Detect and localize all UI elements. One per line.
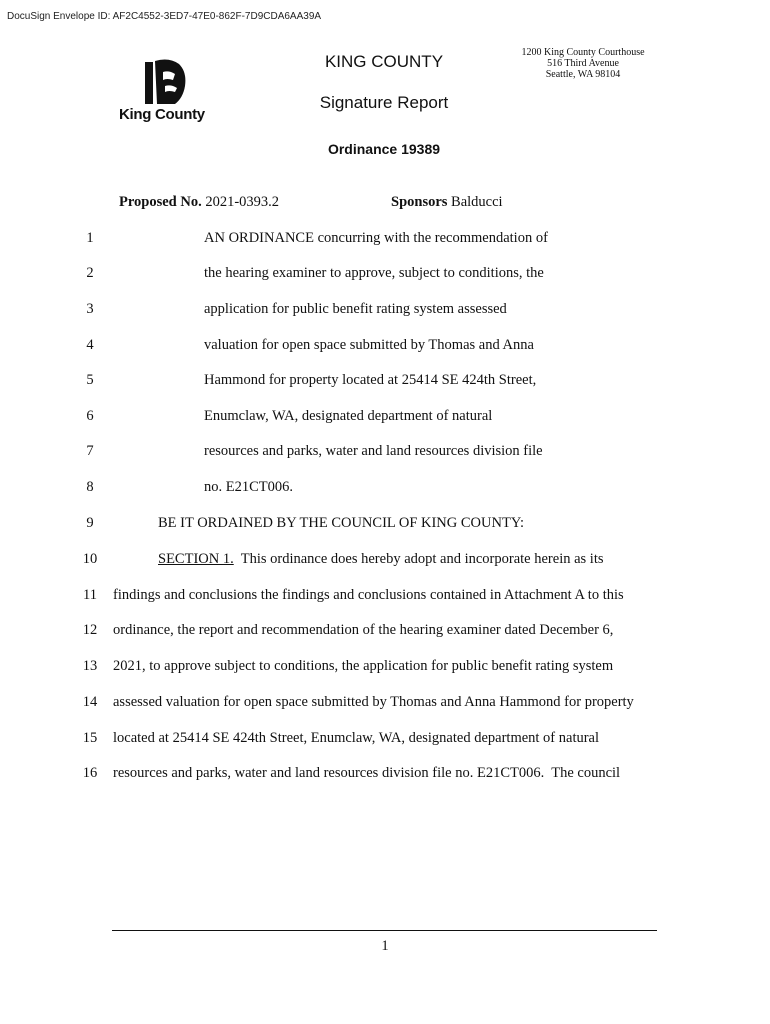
proposed-label: Proposed No. (119, 194, 202, 210)
line-number: 10 (82, 551, 98, 567)
line-text: Hammond for property located at 25414 SE 424th Street, (204, 372, 537, 388)
line-text: valuation for open space submitted by Thomas and Anna (204, 337, 534, 353)
line-number: 16 (82, 765, 98, 781)
line-number: 15 (82, 730, 98, 746)
line-number: 12 (82, 622, 98, 638)
line-text: the hearing examiner to approve, subject to conditions, the (204, 265, 544, 281)
line-number: 4 (86, 337, 94, 353)
sponsors-value: Balducci (451, 194, 503, 210)
line-text: application for public benefit rating system assessed (204, 301, 507, 317)
page-number: 1 (381, 938, 389, 954)
line-number: 7 (86, 443, 94, 459)
county-title: KING COUNTY (324, 52, 444, 71)
report-title: Signature Report (319, 93, 449, 112)
proposed-value: 2021-0393.2 (205, 194, 280, 210)
line-text: located at 25414 SE 424th Street, Enumclaw, WA, designated department of natural (113, 730, 600, 746)
line-number: 13 (82, 658, 98, 674)
address-line: 516 Third Avenue (547, 58, 619, 69)
line-text: resources and parks, water and land resources division file (204, 443, 543, 459)
address-line: 1200 King County Courthouse (521, 47, 645, 58)
sponsors (391, 194, 503, 211)
section-text: This ordinance does hereby adopt and incorporate herein as its (233, 551, 604, 567)
line-text: assessed valuation for open space submitted by Thomas and Anna Hammond for property (113, 694, 634, 710)
line-text: resources and parks, water and land resources division file no. E21CT006. The council (113, 765, 621, 781)
footer-divider (112, 930, 657, 931)
address-block (508, 47, 658, 80)
line-text: ordinance, the report and recommendation of the hearing examiner dated December 6, (113, 622, 614, 638)
line-number: 6 (86, 408, 94, 424)
address-line: Seattle, WA 98104 (545, 69, 621, 80)
line-number: 5 (86, 372, 94, 388)
line-text: Enumclaw, WA, designated department of natural (204, 408, 493, 424)
sponsors-label: Sponsors (391, 194, 448, 210)
line-text (158, 551, 604, 568)
line-number: 14 (82, 694, 98, 710)
line-number: 9 (86, 515, 94, 531)
line-text: 2021, to approve subject to conditions, the application for public benefit rating system (113, 658, 614, 674)
section-heading: SECTION 1. (158, 551, 234, 567)
line-number: 3 (86, 301, 94, 317)
ordinance-number: Ordinance 19389 (327, 141, 441, 157)
line-text: no. E21CT006. (204, 479, 294, 495)
line-number: 2 (86, 265, 94, 281)
logo-text: King County (119, 106, 205, 123)
proposed-number (119, 194, 279, 211)
line-number: 1 (86, 230, 94, 246)
line-text: findings and conclusions the findings and conclusions contained in Attachment A to this (113, 587, 624, 603)
docusign-envelope-id: DocuSign Envelope ID: AF2C4552-3ED7-47E0-862F-7D9CDA6AA39A (7, 11, 322, 22)
line-text: BE IT ORDAINED BY THE COUNCIL OF KING COUNTY: (158, 515, 524, 531)
line-number: 11 (83, 587, 97, 603)
mlk-portrait-icon (145, 60, 185, 104)
line-text: AN ORDINANCE concurring with the recommendation of (204, 230, 548, 246)
line-number: 8 (86, 479, 94, 495)
